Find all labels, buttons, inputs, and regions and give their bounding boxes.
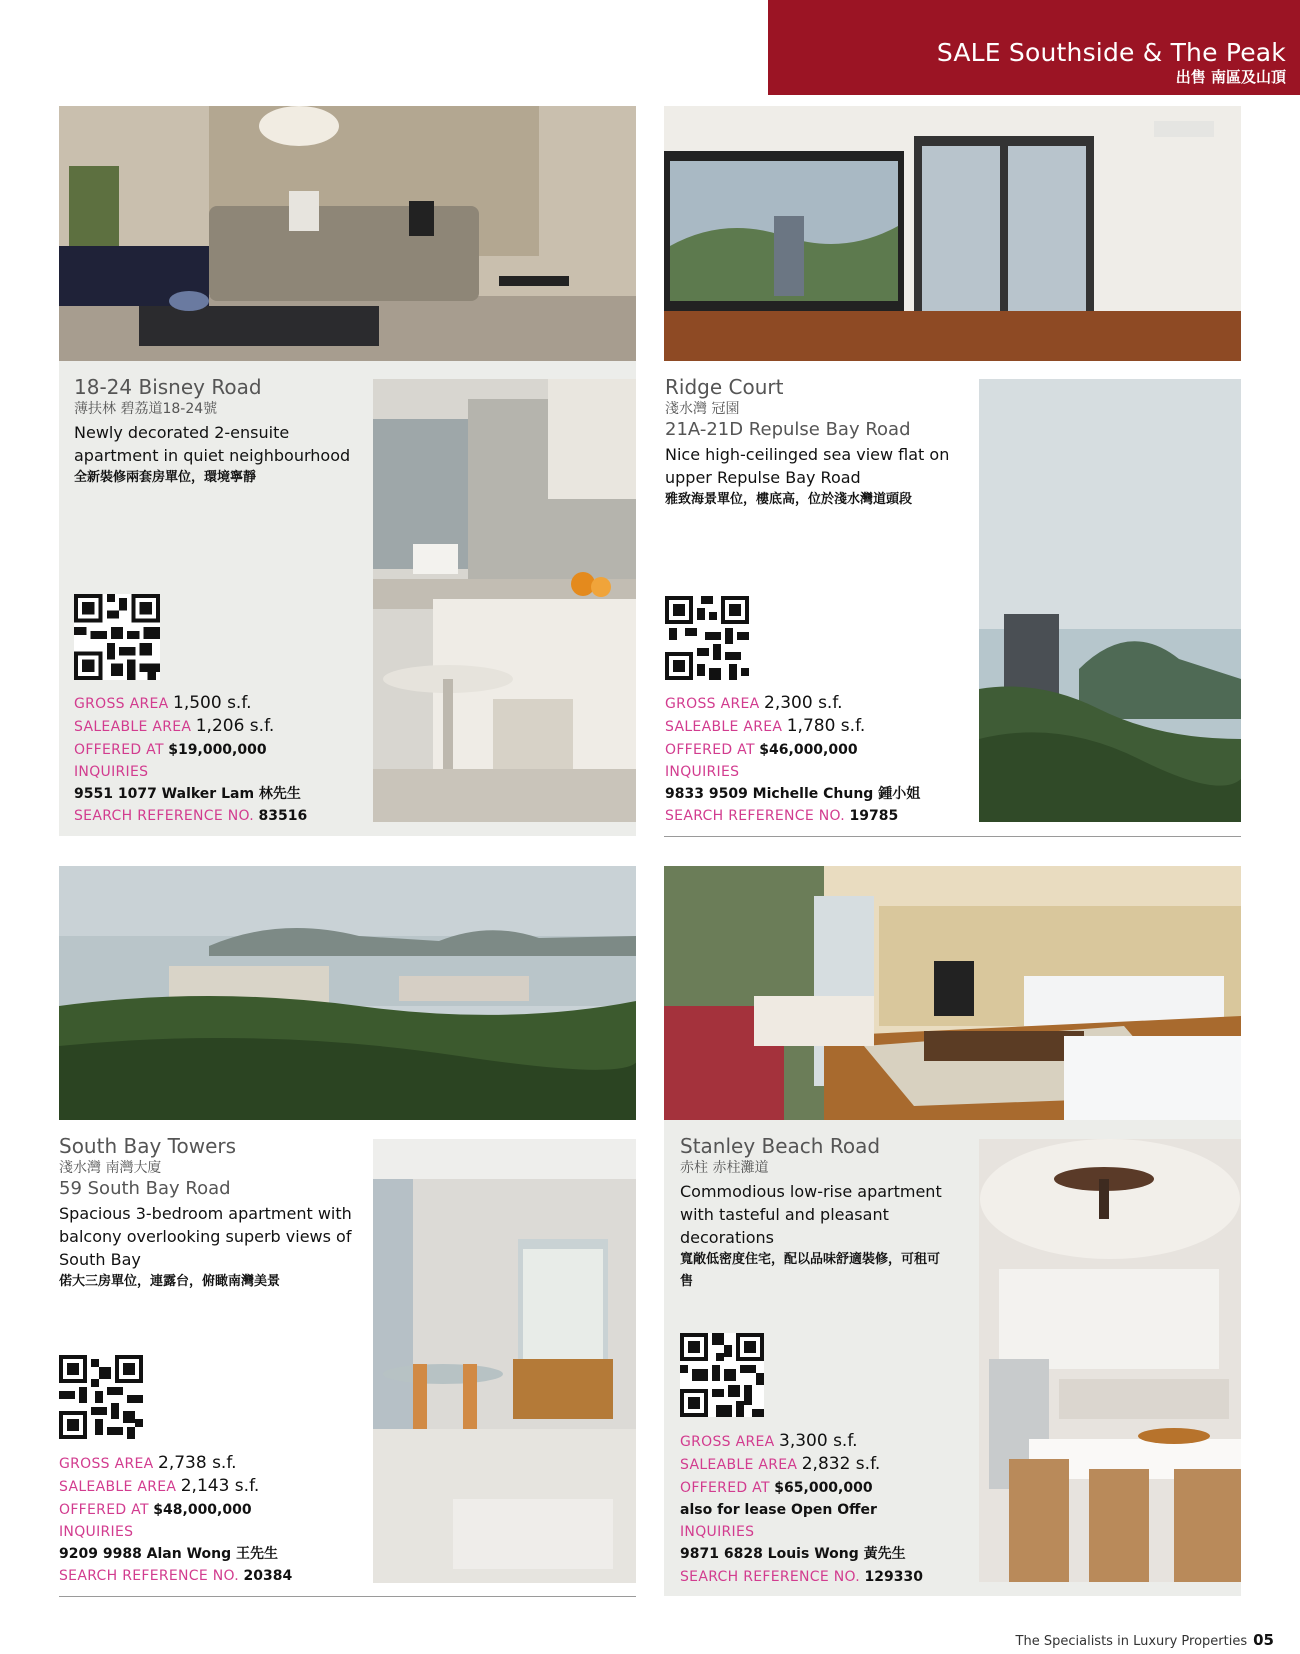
listing-2-price: $46,000,000 [759, 741, 858, 758]
listing-3-price: $48,000,000 [153, 1501, 252, 1518]
listing-1-reference: 83516 [258, 808, 308, 825]
listing-3-facts [59, 1452, 364, 1588]
gross-area-label: GROSS AREA [74, 696, 169, 712]
listing-1-name: 18-24 Bisney Road [74, 375, 262, 399]
listing-2-zh-location: 淺水灣 冠園 [665, 401, 740, 417]
offered-at-label: OFFERED AT [680, 1479, 770, 1496]
search-ref-label: SEARCH REFERENCE NO. [74, 808, 255, 825]
saleable-area-label: SALEABLE AREA [59, 1479, 177, 1496]
listing-1-qr-code[interactable] [74, 594, 160, 680]
offered-at-label: OFFERED AT [59, 1501, 149, 1518]
listing-4-reference: 129330 [864, 1568, 923, 1585]
listing-4-living-room-photo [664, 866, 1241, 1120]
search-ref-label: SEARCH REFERENCE NO. [665, 808, 846, 825]
listing-2-saleable-area: 1,780 s.f. [786, 716, 866, 737]
saleable-area-label: SALEABLE AREA [74, 719, 192, 736]
listing-4-price: $65,000,000 [774, 1479, 873, 1496]
inquiries-label: INQUIRIES [680, 1524, 755, 1541]
listing-3-address: 59 South Bay Road [59, 1178, 231, 1199]
listing-1-price: $19,000,000 [168, 741, 267, 758]
listing-2-sea-view-photo [979, 379, 1241, 822]
section-title: SALE Southside & The Peak [936, 38, 1286, 67]
saleable-area-label: SALEABLE AREA [680, 1457, 798, 1474]
listing-4-facts [680, 1430, 970, 1588]
listing-3-bottom-rule [59, 1596, 636, 1597]
listing-2-address: 21A-21D Repulse Bay Road [665, 419, 911, 440]
listing-3-gross-area: 2,738 s.f. [158, 1453, 237, 1473]
listing-2-bottom-rule [664, 836, 1241, 837]
search-ref-label: SEARCH REFERENCE NO. [680, 1568, 861, 1585]
listing-4-name: Stanley Beach Road [680, 1134, 881, 1158]
offered-at-label: OFFERED AT [665, 741, 755, 758]
listing-4-saleable-area: 2,832 s.f. [801, 1454, 881, 1475]
section-title-zh: 出售 南區及山頂 [1175, 68, 1286, 86]
page-footer [1016, 1631, 1274, 1649]
listing-2-description-zh: 雅致海景單位，樓底高，位於淺水灣道頭段 [665, 492, 913, 507]
listing-3-reference: 20384 [243, 1568, 293, 1585]
listing-2-info [665, 375, 970, 511]
listing-4-description: Commodious low-rise apartment with tasteful and pleasant decorations [680, 1182, 942, 1247]
listing-3-info [59, 1134, 364, 1293]
listing-4-gross-area: 3,300 s.f. [779, 1431, 858, 1451]
gross-area-label: GROSS AREA [680, 1434, 775, 1450]
listing-2-gross-area: 2,300 s.f. [764, 693, 843, 713]
listing-1-info [74, 375, 364, 489]
listing-1-living-room-photo [59, 106, 636, 361]
listing-4-contact: 9871 6828 Louis Wong 黃先生 [680, 1546, 906, 1563]
search-ref-label: SEARCH REFERENCE NO. [59, 1568, 240, 1585]
listing-2-name: Ridge Court [665, 375, 784, 399]
listing-4-description-zh: 寬敞低密度住宅，配以品味舒適裝修，可租可售 [680, 1252, 941, 1289]
listing-3-bay-view-photo [59, 866, 636, 1120]
listing-4-lease-note: also for lease Open Offer [680, 1501, 877, 1518]
listing-3-name: South Bay Towers [59, 1134, 237, 1158]
listing-3-zh-location: 淺水灣 南灣大廈 [59, 1160, 162, 1176]
listing-1-facts [74, 692, 364, 828]
saleable-area-label: SALEABLE AREA [665, 719, 783, 736]
footer-tagline: The Specialists in Luxury Properties [1015, 1634, 1248, 1649]
listing-2-qr-code[interactable] [665, 596, 749, 680]
listing-1-zh-location: 薄扶林 碧荔道18-24號 [74, 401, 218, 417]
section-banner [768, 0, 1300, 95]
inquiries-label: INQUIRIES [665, 763, 740, 780]
listing-3-qr-code[interactable] [59, 1355, 143, 1439]
listing-4-info [680, 1134, 970, 1293]
listing-4-zh-location: 赤柱 赤柱灘道 [680, 1160, 769, 1176]
page-number: 05 [1253, 1631, 1274, 1649]
gross-area-label: GROSS AREA [665, 696, 760, 712]
listing-4-qr-code[interactable] [680, 1333, 764, 1417]
inquiries-label: INQUIRIES [74, 763, 149, 780]
listing-3-dining-photo [373, 1139, 636, 1583]
listing-3-saleable-area: 2,143 s.f. [180, 1476, 260, 1497]
listing-1-description-zh: 全新裝修兩套房單位，環境寧靜 [74, 470, 257, 485]
listing-3-description: Spacious 3-bedroom apartment with balcony overlooking superb views of South Bay [59, 1204, 352, 1269]
listing-1-saleable-area: 1,206 s.f. [195, 716, 275, 737]
gross-area-label: GROSS AREA [59, 1456, 154, 1472]
listing-3-description-zh: 偌大三房單位，連露台，俯瞰南灣美景 [59, 1274, 281, 1289]
offered-at-label: OFFERED AT [74, 741, 164, 758]
listing-1-gross-area: 1,500 s.f. [173, 693, 252, 713]
listing-2-facts [665, 692, 970, 828]
listing-4-kitchen-photo [979, 1139, 1241, 1582]
listing-2-living-room-photo [664, 106, 1241, 361]
inquiries-label: INQUIRIES [59, 1523, 134, 1540]
listing-2-contact: 9833 9509 Michelle Chung 鍾小姐 [665, 786, 921, 803]
listing-1-contact: 9551 1077 Walker Lam 林先生 [74, 786, 301, 803]
listing-3-contact: 9209 9988 Alan Wong 王先生 [59, 1546, 279, 1563]
listing-1-description: Newly decorated 2-ensuite apartment in quiet neighbourhood [74, 423, 351, 465]
listing-1-kitchen-photo [373, 379, 636, 822]
listing-2-reference: 19785 [849, 808, 899, 825]
listing-2-description: Nice high-ceilinged sea view flat on upper Repulse Bay Road [665, 445, 950, 487]
